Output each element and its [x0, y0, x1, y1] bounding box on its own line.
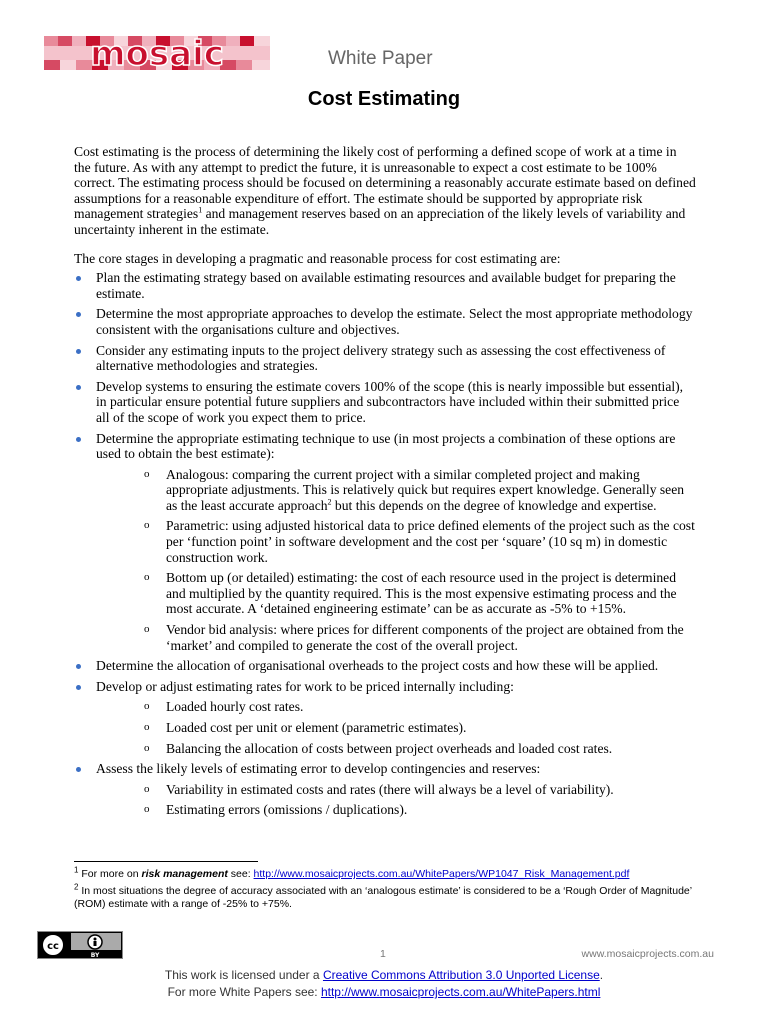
footnote-ref-2[interactable]: 2 — [327, 497, 332, 507]
website-url: www.mosaicprojects.com.au — [581, 948, 714, 960]
svg-text:cc: cc — [47, 941, 59, 952]
page-title: Cost Estimating — [307, 88, 461, 110]
sub-list-item: o Vendor bid analysis: where prices for different components of the project are obtained from the ‘market’ and compiled to generate the cost of the overall project. — [96, 622, 696, 653]
risk-management-link[interactable]: http://www.mosaicprojects.com.au/WhitePapers/WP1047_Risk_Management.pdf — [253, 868, 630, 880]
cc-badge-text: BY — [90, 952, 100, 959]
more-papers-line: For more White Papers see: http://www.mosaicprojects.com.au/WhitePapers.html — [167, 985, 601, 999]
list-item: Plan the estimating strategy based on available estimating resources and available budget for preparing the estimate. — [74, 270, 696, 301]
list-item: Develop or adjust estimating rates for work to be priced internally including: o Loaded hourly cost rates. o Loaded cost per unit or element (parametric estimates). o Balancing the allocation of costs between project overheads and loaded cost rates. — [74, 679, 696, 756]
sub-list-item: o Analogous: comparing the current project with a similar completed project and making appropriate adjustments. This is relatively quick but requires expert knowledge. Generally seen as the least accurate approach$^2$ but this depends on the degree of knowledge and expertise. — [96, 467, 696, 514]
list-item: Determine the allocation of organisational overheads to the project costs and how these will be applied. — [74, 658, 696, 674]
footnote-2: $^2$ In most situations the degree of accuracy associated with an ‘analogous estimate’ is considered to be a ‘Rough Order of Magnitude’ (ROM) estimate with a range of -25% to +75%. — [74, 882, 692, 910]
sub-list-item: o Bottom up (or detailed) estimating: the cost of each resource used in the project is determined and multiplied by the quantity required. This is the most expensive estimating process and the most accurate. A ‘detained engineering estimate’ can be as accurate as -5% to +15%. — [96, 570, 696, 617]
list-item: Develop systems to ensuring the estimate covers 100% of the scope (this is nearly impossible but essential), in particular ensure potential future suppliers and subcontractors have included within their submitted price all of the scope of work you expect them to price. — [74, 379, 696, 426]
intro-paragraph: Cost estimating is the process of determining the likely cost of performing a defined scope of work at a time in the future. As with any attempt to predict the future, it is unreasonable to expect a cost estimate to be 100% correct. The estimating process should be focused on determining a reasonably accurate estimate based on defined assumptions for a reasonable expenditure of effort. The estimate should be supported by appropriate risk management strategies$^1$ and management reserves based on an appreciation of the likely levels of variability and uncertainty inherent in the estimate. — [74, 144, 696, 237]
logo-text: mosaic — [90, 36, 224, 70]
list-item: Determine the most appropriate approaches to develop the estimate. Select the most appropriate methodology consistent with the organisations culture and objectives. — [74, 306, 696, 337]
sub-list-item: o Loaded cost per unit or element (parametric estimates). — [96, 720, 696, 736]
footnote-ref-1[interactable]: 1 — [198, 205, 203, 215]
white-papers-link[interactable]: http://www.mosaicprojects.com.au/WhitePapers.html — [320, 985, 601, 999]
sub-list-item: o Variability in estimated costs and rates (there will always be a level of variability). — [96, 782, 696, 798]
document-body — [74, 144, 696, 823]
errors-list — [96, 782, 696, 818]
sub-list-item: o Parametric: using adjusted historical data to price defined elements of the project such as the cost per ‘function point’ in software development and the cost per ‘square’ (10 sq m) in domestic construction work. — [96, 518, 696, 565]
license-line: This work is licensed under a Creative Commons Attribution 3.0 Unported License. — [164, 968, 604, 982]
rates-list — [96, 699, 696, 756]
sub-list-item: o Estimating errors (omissions / duplications). — [96, 802, 696, 818]
cc-license-link[interactable]: Creative Commons Attribution 3.0 Unported License — [322, 968, 600, 982]
footnote-1: $^1$ For more on risk management see: http://www.mosaicprojects.com.au/WhitePapers/WP1047_Risk_Management.pdf — [74, 865, 630, 880]
list-item: Determine the appropriate estimating technique to use (in most projects a combination of these options are used to obtain the best estimate): o Analogous: comparing the current project with a similar completed project and making appropriate adjustments. This is relatively quick but requires expert knowledge. Generally seen as the least accurate approach$^2$ but this depends on the degree of knowledge and expertise. o Parametric: using adjusted historical data to price defined elements of the project such as the cost per ‘function point’ in software development and the cost per ‘square’ (10 sq m) in domestic construction work. o Bottom up (or detailed) estimating: the cost of each resource used in the project is determined and multiplied by the quantity required. This is the most expensive estimating process and the most accurate. A ‘detained engineering estimate’ can be as accurate as -5% to +15%. o Vendor bid analysis: where prices for different components of the project are obtained from the ‘market’ and compiled to generate the cost of the overall project. — [74, 431, 696, 654]
core-stages-intro: The core stages in developing a pragmatic and reasonable process for cost estimating are: — [74, 250, 561, 266]
list-item: Consider any estimating inputs to the project delivery strategy such as assessing the cost effectiveness of alternative methodologies and strategies. — [74, 343, 696, 374]
sub-list-item: o Loaded hourly cost rates. — [96, 699, 696, 715]
doc-type-label: White Paper — [328, 48, 433, 69]
cc-license-badge[interactable] — [37, 931, 123, 959]
list-item: Assess the likely levels of estimating error to develop contingencies and reserves: o Variability in estimated costs and rates (there will always be a level of variability). o Estimating errors (omissions / duplications). — [74, 761, 696, 818]
footnote-divider — [74, 861, 258, 862]
sub-list-item: o Balancing the allocation of costs between project overheads and loaded cost rates. — [96, 741, 696, 757]
core-stages-list — [74, 270, 696, 818]
page-number: 1 — [380, 948, 386, 960]
mosaic-logo — [44, 36, 270, 70]
technique-list — [96, 467, 696, 654]
